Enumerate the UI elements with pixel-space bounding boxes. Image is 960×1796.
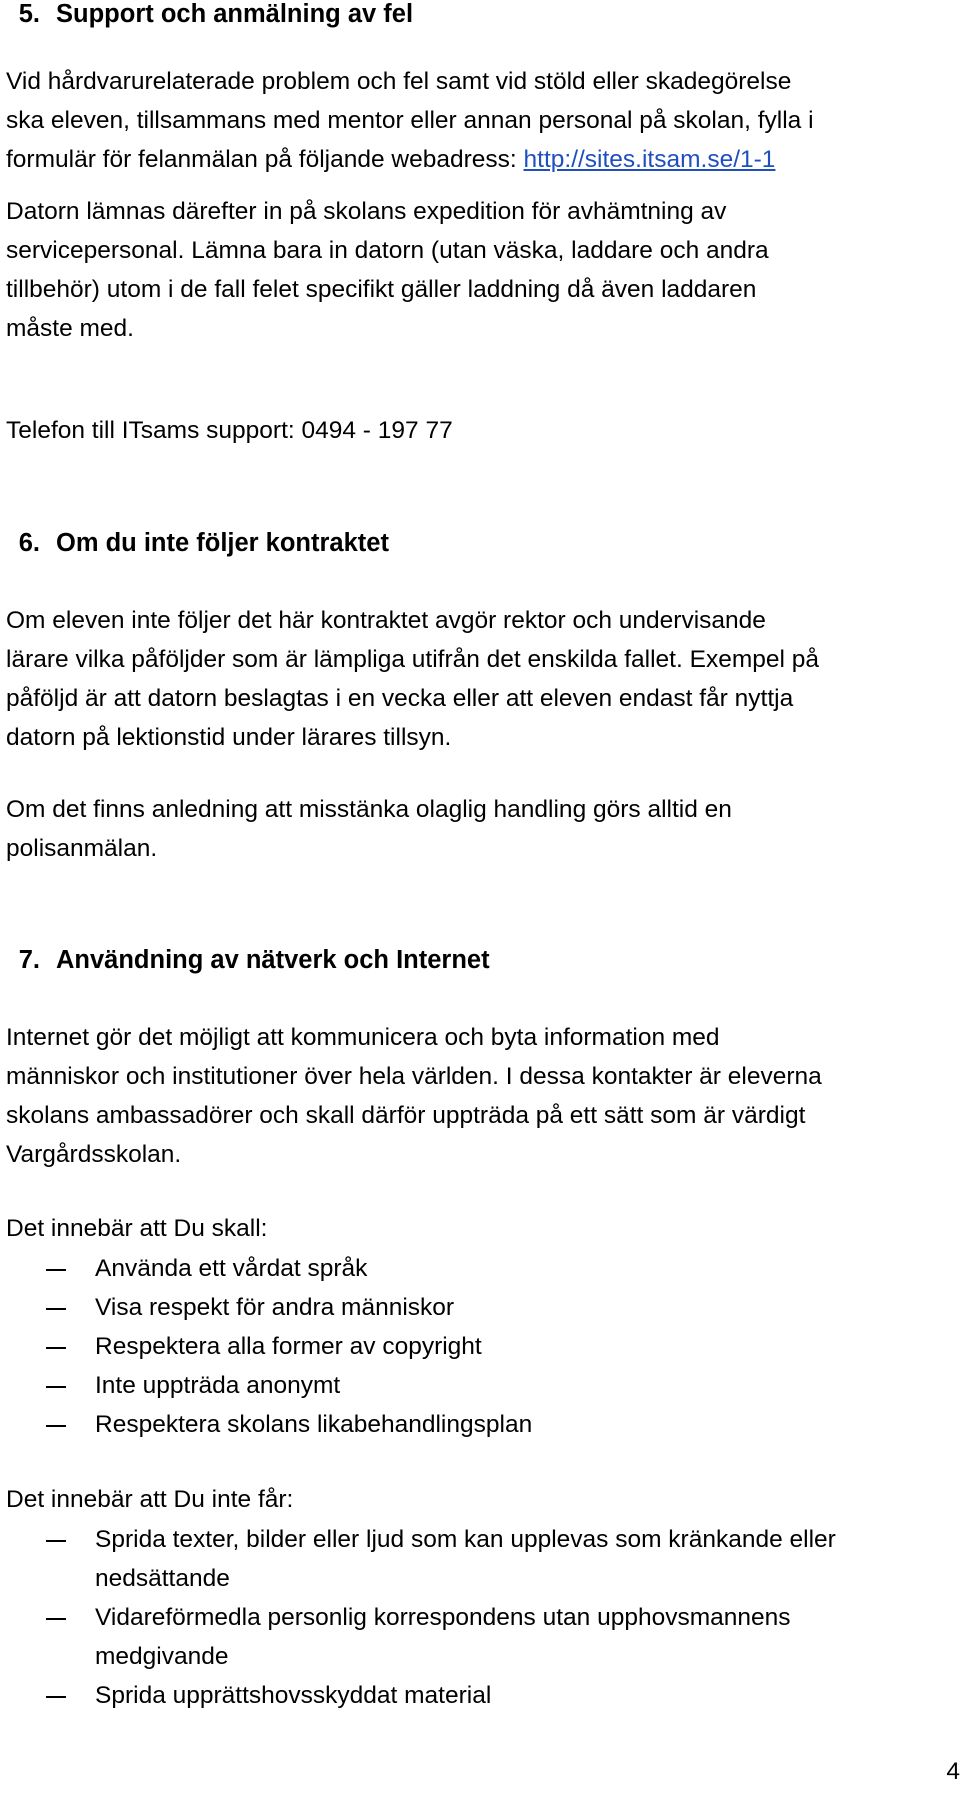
paragraph-should-intro [6,1209,956,1248]
text-line: måste med. [6,315,134,342]
section-number: 5. [18,0,40,28]
list-item [0,1676,960,1715]
text-line: Vargårdsskolan. [6,1141,182,1168]
list-item [0,1598,960,1676]
text-line [6,140,956,179]
list-item-text: Vidareförmedla personlig korrespondens utan upphovsmannens [95,1604,791,1631]
section-5-heading [0,0,413,30]
paragraph-should-not-intro [6,1480,956,1519]
text-line: människor och institutioner över hela världen. I dessa kontakter är eleverna [6,1063,822,1090]
dash-bullet [46,1347,66,1349]
list-item [0,1249,960,1288]
list-item [0,1288,960,1327]
section-6-heading [0,527,389,559]
list-item-text: Sprida upprättshovsskyddat material [95,1682,492,1709]
list-item-text: Inte uppträda anonymt [95,1372,341,1399]
list-item [0,1366,960,1405]
paragraph-hand-in [6,192,956,348]
list-item [0,1405,960,1444]
dash-bullet [46,1269,66,1271]
dash-bullet [46,1618,66,1620]
text-line: servicepersonal. Lämna bara in datorn (utan väska, laddare och andra [6,237,769,264]
text-line: lärare vilka påföljder som är lämpliga utifrån det enskilda fallet. Exempel på [6,646,819,673]
text-line: Vid hårdvarurelaterade problem och fel samt vid stöld eller skadegörelse [6,68,792,95]
paragraph-fault-report [6,62,956,179]
paragraph-internet [6,1018,956,1174]
text-line: Det innebär att Du inte får: [6,1486,294,1513]
section-title: Användning av nätverk och Internet [56,946,490,974]
text-line: polisanmälan. [6,835,158,862]
list-item-text: medgivande [95,1643,229,1670]
list-item [0,1327,960,1366]
text-line: Det innebär att Du skall: [6,1215,268,1242]
section-number: 6. [18,529,40,557]
dash-bullet [46,1696,66,1698]
list-should-not [0,1520,960,1715]
text-line: datorn på lektionstid under lärares tillsyn. [6,724,452,751]
text-line: påföljd är att datorn beslagtas i en vecka eller att eleven endast får nyttja [6,685,794,712]
dash-bullet [46,1540,66,1542]
list-should [0,1249,960,1444]
list-item-text: Sprida texter, bilder eller ljud som kan upplevas som kränkande eller [95,1526,836,1553]
text-line: Telefon till ITsams support: 0494 - 197 77 [6,417,453,444]
dash-bullet [46,1308,66,1310]
paragraph-consequences [6,601,956,757]
text-line: skolans ambassadörer och skall därför uppträda på ett sätt som är värdigt [6,1102,806,1129]
text-segment: formulär för felanmälan på följande webadress: [6,146,524,173]
section-title: Support och anmälning av fel [56,0,414,28]
page-number: 4 [946,1758,960,1785]
section-number: 7. [18,946,40,974]
list-item-text: Använda ett vårdat språk [95,1255,368,1282]
list-item-text: Respektera alla former av copyright [95,1333,482,1360]
text-line: Datorn lämnas därefter in på skolans expedition för avhämtning av [6,198,727,225]
dash-bullet [46,1425,66,1427]
text-line: Internet gör det möjligt att kommunicera och byta information med [6,1024,720,1051]
list-item [0,1520,960,1598]
section-7-heading [0,944,490,976]
list-item-text: Visa respekt för andra människor [95,1294,455,1321]
text-line: Om det finns anledning att misstänka olaglig handling görs alltid en [6,796,732,823]
text-line: ska eleven, tillsammans med mentor eller annan personal på skolan, fylla i [6,107,814,134]
list-item-text: Respektera skolans likabehandlingsplan [95,1411,533,1438]
text-line: tillbehör) utom i de fall felet specifikt gäller laddning då även laddaren [6,276,757,303]
support-link[interactable]: http://sites.itsam.se/1-1 [523,146,776,173]
paragraph-phone [6,411,956,450]
list-item-text: nedsättande [95,1565,230,1592]
dash-bullet [46,1386,66,1388]
text-line: Om eleven inte följer det här kontraktet avgör rektor och undervisande [6,607,766,634]
section-title: Om du inte följer kontraktet [56,529,389,557]
paragraph-police-report [6,790,956,868]
